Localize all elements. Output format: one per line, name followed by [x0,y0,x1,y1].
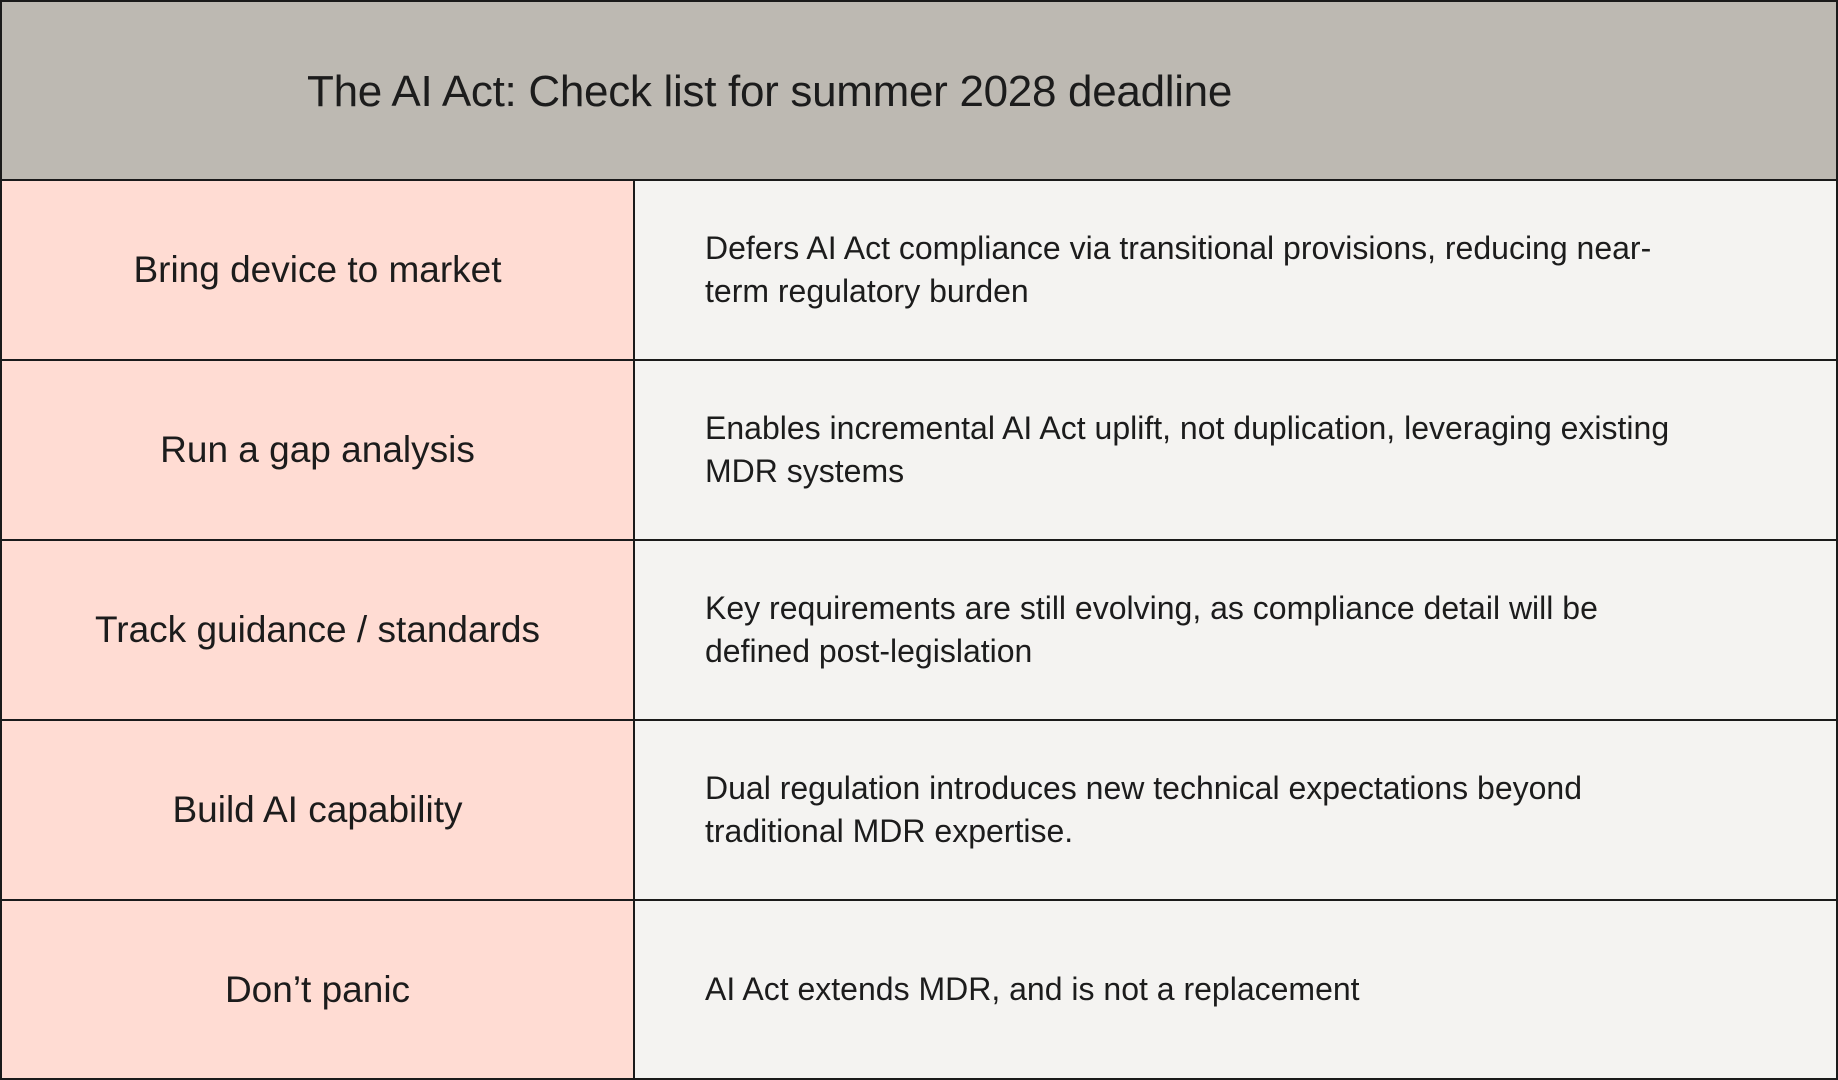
description-text: Defers AI Act compliance via transitional provisions, reducing near-term regulatory burden [705,230,1652,309]
action-cell: Track guidance / standards [2,541,635,719]
table-row [2,361,1836,541]
description-cell [635,181,1836,359]
description-text: AI Act extends MDR, and is not a replacement [705,971,1360,1007]
checklist-rows [2,181,1836,1078]
description-text: Key requirements are still evolving, as compliance detail will be defined post-legislation [705,590,1598,669]
description-cell [635,541,1836,719]
table-row [2,721,1836,901]
action-cell: Build AI capability [2,721,635,899]
description-cell [635,361,1836,539]
table-header [2,2,1836,181]
description-cell [635,721,1836,899]
action-cell: Bring device to market [2,181,635,359]
table-row [2,541,1836,721]
action-cell: Run a gap analysis [2,361,635,539]
description-text: Dual regulation introduces new technical expectations beyond traditional MDR expertise. [705,770,1582,849]
action-cell: Don’t panic [2,901,635,1078]
table-row [2,901,1836,1078]
description-cell [635,901,1836,1078]
page-title: The AI Act: Check list for summer 2028 deadline [307,66,1233,116]
table-row [2,181,1836,361]
description-text: Enables incremental AI Act uplift, not duplication, leveraging existing MDR systems [705,410,1670,489]
